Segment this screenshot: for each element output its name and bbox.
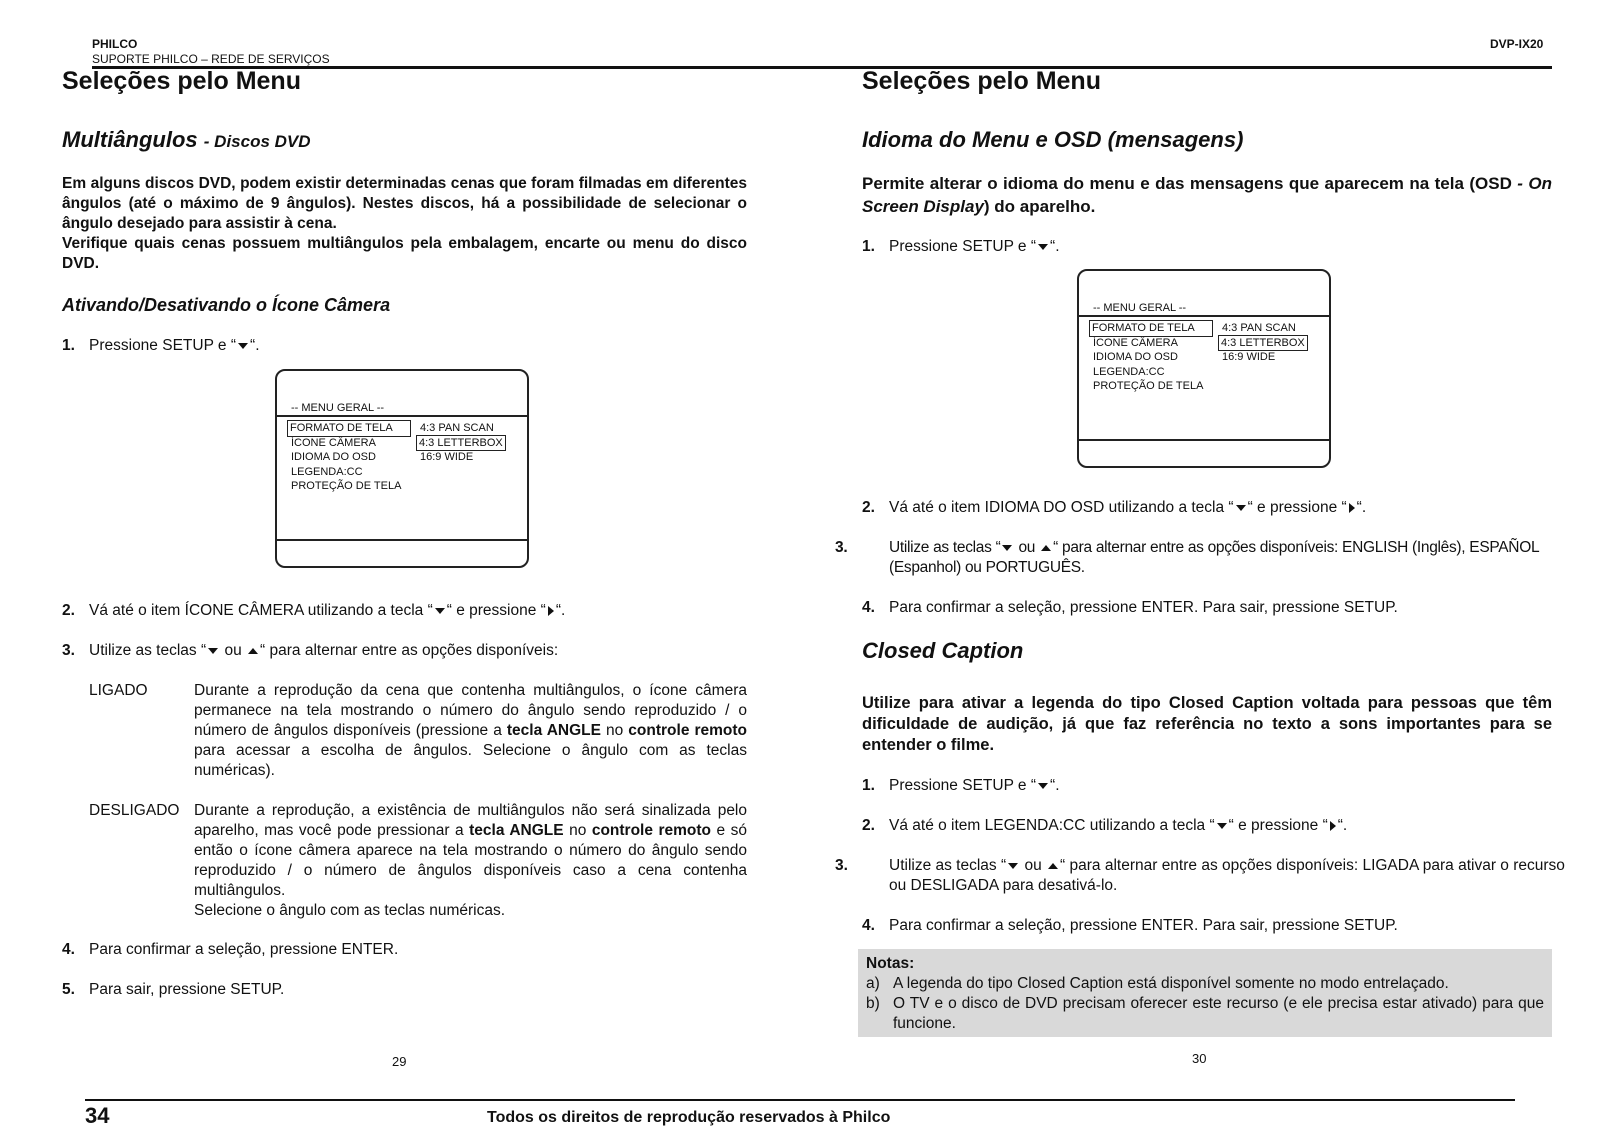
menu-items — [1093, 321, 1212, 394]
header-subtitle: SUPORTE PHILCO – REDE DE SERVIÇOS — [92, 52, 330, 66]
step-number: 3. — [62, 642, 75, 659]
step-number: 2. — [62, 602, 75, 619]
menu-divider — [277, 539, 527, 541]
step-text: Para sair, pressione SETUP. — [89, 981, 285, 998]
arrow-right-icon — [1349, 503, 1355, 513]
step-text: Pressione SETUP e “ — [89, 337, 237, 354]
menu-options — [420, 421, 505, 465]
arrow-right-icon — [1330, 821, 1336, 831]
menu-item: FORMATO DE TELA — [1090, 321, 1212, 336]
intro-paragraph-2: Verifique quais cenas possuem multiângulos pela embalagem, encarte ou menu do disco DVD. — [62, 235, 747, 272]
cc-step-2: 2. Vá até o item LEGENDA:CC utilizando a tecla “ “ e pressione “ “. — [862, 817, 1348, 834]
footer-rights: Todos os direitos de reprodução reservados à Philco — [487, 1109, 891, 1126]
footer-page-number: 34 — [85, 1103, 110, 1128]
arrow-up-icon — [1041, 545, 1051, 551]
step-number: 2. — [862, 817, 875, 834]
step-number: 5. — [62, 981, 75, 998]
closed-caption-title: Closed Caption — [862, 638, 1024, 663]
left-step-1: 1. Pressione SETUP e “ “. — [62, 337, 260, 354]
notes-box — [858, 949, 1552, 1037]
right-heading: Seleções pelo Menu — [862, 67, 1101, 95]
step-number: 4. — [62, 941, 75, 958]
arrow-down-icon — [1217, 823, 1227, 829]
menu-screen-right — [1077, 269, 1331, 468]
definition-term: LIGADO — [89, 682, 148, 699]
menu-options — [1222, 321, 1307, 365]
menu-title: -- MENU GERAL -- — [291, 402, 385, 414]
menu-items — [291, 421, 410, 494]
cc-step-3 — [835, 856, 1579, 896]
menu-option: 16:9 WIDE — [1222, 351, 1276, 363]
right-page-number: 30 — [1192, 1051, 1207, 1066]
menu-title: -- MENU GERAL -- — [1093, 302, 1187, 314]
step-number: 1. — [862, 777, 875, 794]
left-step-5 — [62, 980, 747, 1000]
menu-item: ÍCONE CÂMERA — [291, 436, 376, 449]
menu-divider — [1079, 315, 1329, 317]
footer-rule — [85, 1099, 1515, 1101]
step-text: “ para alternar entre as opções disponíveis: LIGADA para ativar o recurso ou DESLIGADA para desativá-lo. — [889, 857, 1565, 894]
left-step-2: 2. Vá até o item ÍCONE CÂMERA utilizando a tecla “ “ e pressione “ “. — [62, 602, 566, 619]
arrow-down-icon — [1038, 783, 1048, 789]
definition-term: DESLIGADO — [89, 802, 180, 819]
right-step-4 — [862, 598, 1552, 618]
section-title-text: Multiângulos — [62, 127, 198, 152]
menu-item: ÍCONE CÂMERA — [1093, 336, 1178, 349]
arrow-down-icon — [435, 608, 445, 614]
step-text: “ para alternar entre as opções disponíveis: — [260, 642, 559, 659]
step-text: “ e pressione “ — [1247, 499, 1347, 516]
step-text: “ e pressione “ — [1228, 817, 1328, 834]
menu-item: IDIOMA DO OSD — [1093, 351, 1178, 363]
step-text: Utilize as teclas “ — [89, 642, 207, 659]
menu-screen-left — [275, 369, 529, 568]
left-heading: Seleções pelo Menu — [62, 67, 301, 95]
step-number: 2. — [862, 499, 875, 516]
cc-step-1: 1. Pressione SETUP e “ “. — [862, 777, 1060, 794]
menu-option: 4:3 PAN SCAN — [420, 422, 494, 434]
step-number: 3. — [835, 539, 848, 556]
menu-item: IDIOMA DO OSD — [291, 451, 376, 463]
arrow-up-icon — [1048, 863, 1058, 869]
step-text: Para confirmar a seleção, pressione ENTER. Para sair, pressione SETUP. — [889, 599, 1398, 616]
left-intro — [62, 174, 747, 274]
step-text: Vá até o item IDIOMA DO OSD utilizando a tecla “ — [889, 499, 1234, 516]
header-model: DVP-IX20 — [1490, 37, 1544, 51]
notes-title: Notas: — [866, 955, 915, 972]
step-text: ou — [1018, 539, 1036, 556]
right-section-title: Idioma do Menu e OSD (mensagens) — [862, 127, 1244, 152]
menu-option: 16:9 WIDE — [420, 451, 474, 463]
step-text: Vá até o item LEGENDA:CC utilizando a tecla “ — [889, 817, 1215, 834]
menu-option: 4:3 LETTERBOX — [419, 436, 503, 449]
menu-option: 4:3 LETTERBOX — [1221, 336, 1305, 349]
definition-text: Durante a reprodução da cena que contenha multiângulos, o ícone câmera permanece na tela mostrando o número do ângulo sendo reproduzido / o número de ângulos disponíveis (pressione a tecla ANGLE no controle remoto para acessar a escolha de ângulos. Selecione o ângulo com as teclas numéricas). — [194, 682, 748, 779]
step-number: 4. — [862, 599, 875, 616]
left-step-4 — [62, 940, 747, 960]
menu-item: LEGENDA:CC — [1093, 365, 1165, 378]
section-title-sub: - Discos DVD — [203, 132, 311, 151]
step-text: Utilize as teclas “ — [889, 857, 1007, 874]
step-number: 1. — [862, 238, 875, 255]
step-text: ou — [224, 642, 242, 659]
menu-item: LEGENDA:CC — [291, 465, 363, 478]
closed-caption-intro: Utilize para ativar a legenda do tipo Closed Caption voltada para pessoas que têm dificuldade de audição, já que faz referência no texto a sons importantes para se entender o filme. — [862, 694, 1552, 754]
right-step-1: 1. Pressione SETUP e “ “. — [862, 238, 1060, 255]
step-number: 4. — [862, 917, 875, 934]
right-step-2: 2. Vá até o item IDIOMA DO OSD utilizando a tecla “ “ e pressione “ “. — [862, 499, 1367, 516]
right-step-3 — [835, 538, 1579, 578]
arrow-right-icon — [548, 606, 554, 616]
note-item-b: b) O TV e o disco de DVD precisam oferecer este recurso (e ele precisa estar ativado) para que funcione. — [866, 995, 1544, 1032]
definition-text: Durante a reprodução, a existência de multiângulos não será sinalizada pelo aparelho, mas você pode pressionar a tecla ANGLE no controle remoto e só então o ícone câmera aparece na tela mostrando o número do ângulo sendo reproduzido / o número de ângulos disponíveis caso a cena contenha multiângulos. Selecione o ângulo com as teclas numéricas. — [194, 802, 748, 919]
intro-paragraph-1: Em alguns discos DVD, podem existir determinadas cenas que foram filmadas em diferentes ângulos (até o máximo de 9 ângulos). Nestes discos, há a possibilidade de selecionar o ângulo desejado para assistir à cena. — [62, 175, 747, 232]
cc-step-4 — [862, 916, 1552, 936]
arrow-down-icon — [1008, 863, 1018, 869]
note-item-a: a) A legenda do tipo Closed Caption está disponível somente no modo entrelaçado. — [866, 975, 1449, 992]
left-section-title — [62, 126, 311, 156]
arrow-down-icon — [1002, 545, 1012, 551]
step-text: Vá até o item ÍCONE CÂMERA utilizando a tecla “ — [89, 602, 433, 619]
arrow-down-icon — [238, 343, 248, 349]
menu-option: 4:3 PAN SCAN — [1222, 322, 1296, 334]
step-text: Utilize as teclas “ — [889, 539, 1001, 556]
header-brand: PHILCO — [92, 37, 138, 51]
menu-item: PROTEÇÃO DE TELA — [291, 480, 402, 492]
left-step-3 — [62, 641, 747, 661]
step-text: “ e pressione “ — [446, 602, 546, 619]
arrow-down-icon — [1038, 244, 1048, 250]
left-subheading: Ativando/Desativando o Ícone Câmera — [62, 295, 391, 315]
arrow-down-icon — [208, 648, 218, 654]
step-number: 3. — [835, 857, 848, 874]
step-text: Para confirmar a seleção, pressione ENTER. Para sair, pressione SETUP. — [889, 917, 1398, 934]
menu-divider — [277, 415, 527, 417]
step-text: Pressione SETUP e “ — [889, 777, 1037, 794]
menu-item: FORMATO DE TELA — [288, 421, 410, 436]
arrow-down-icon — [1236, 505, 1246, 511]
step-text: “ para alternar entre as opções disponíveis: ENGLISH (Inglês), ESPAÑOL (Espanhol) ou PORTUGUÊS. — [889, 539, 1539, 576]
menu-divider — [1079, 439, 1329, 441]
step-text: ou — [1024, 857, 1042, 874]
left-page-number: 29 — [392, 1054, 407, 1069]
step-number: 1. — [62, 337, 75, 354]
arrow-up-icon — [248, 648, 258, 654]
step-text: Para confirmar a seleção, pressione ENTER. — [89, 941, 399, 958]
menu-item: PROTEÇÃO DE TELA — [1093, 380, 1204, 392]
right-intro: Permite alterar o idioma do menu e das mensagens que aparecem na tela (OSD - On Screen Display) do aparelho. — [862, 174, 1553, 216]
step-text: Pressione SETUP e “ — [889, 238, 1037, 255]
